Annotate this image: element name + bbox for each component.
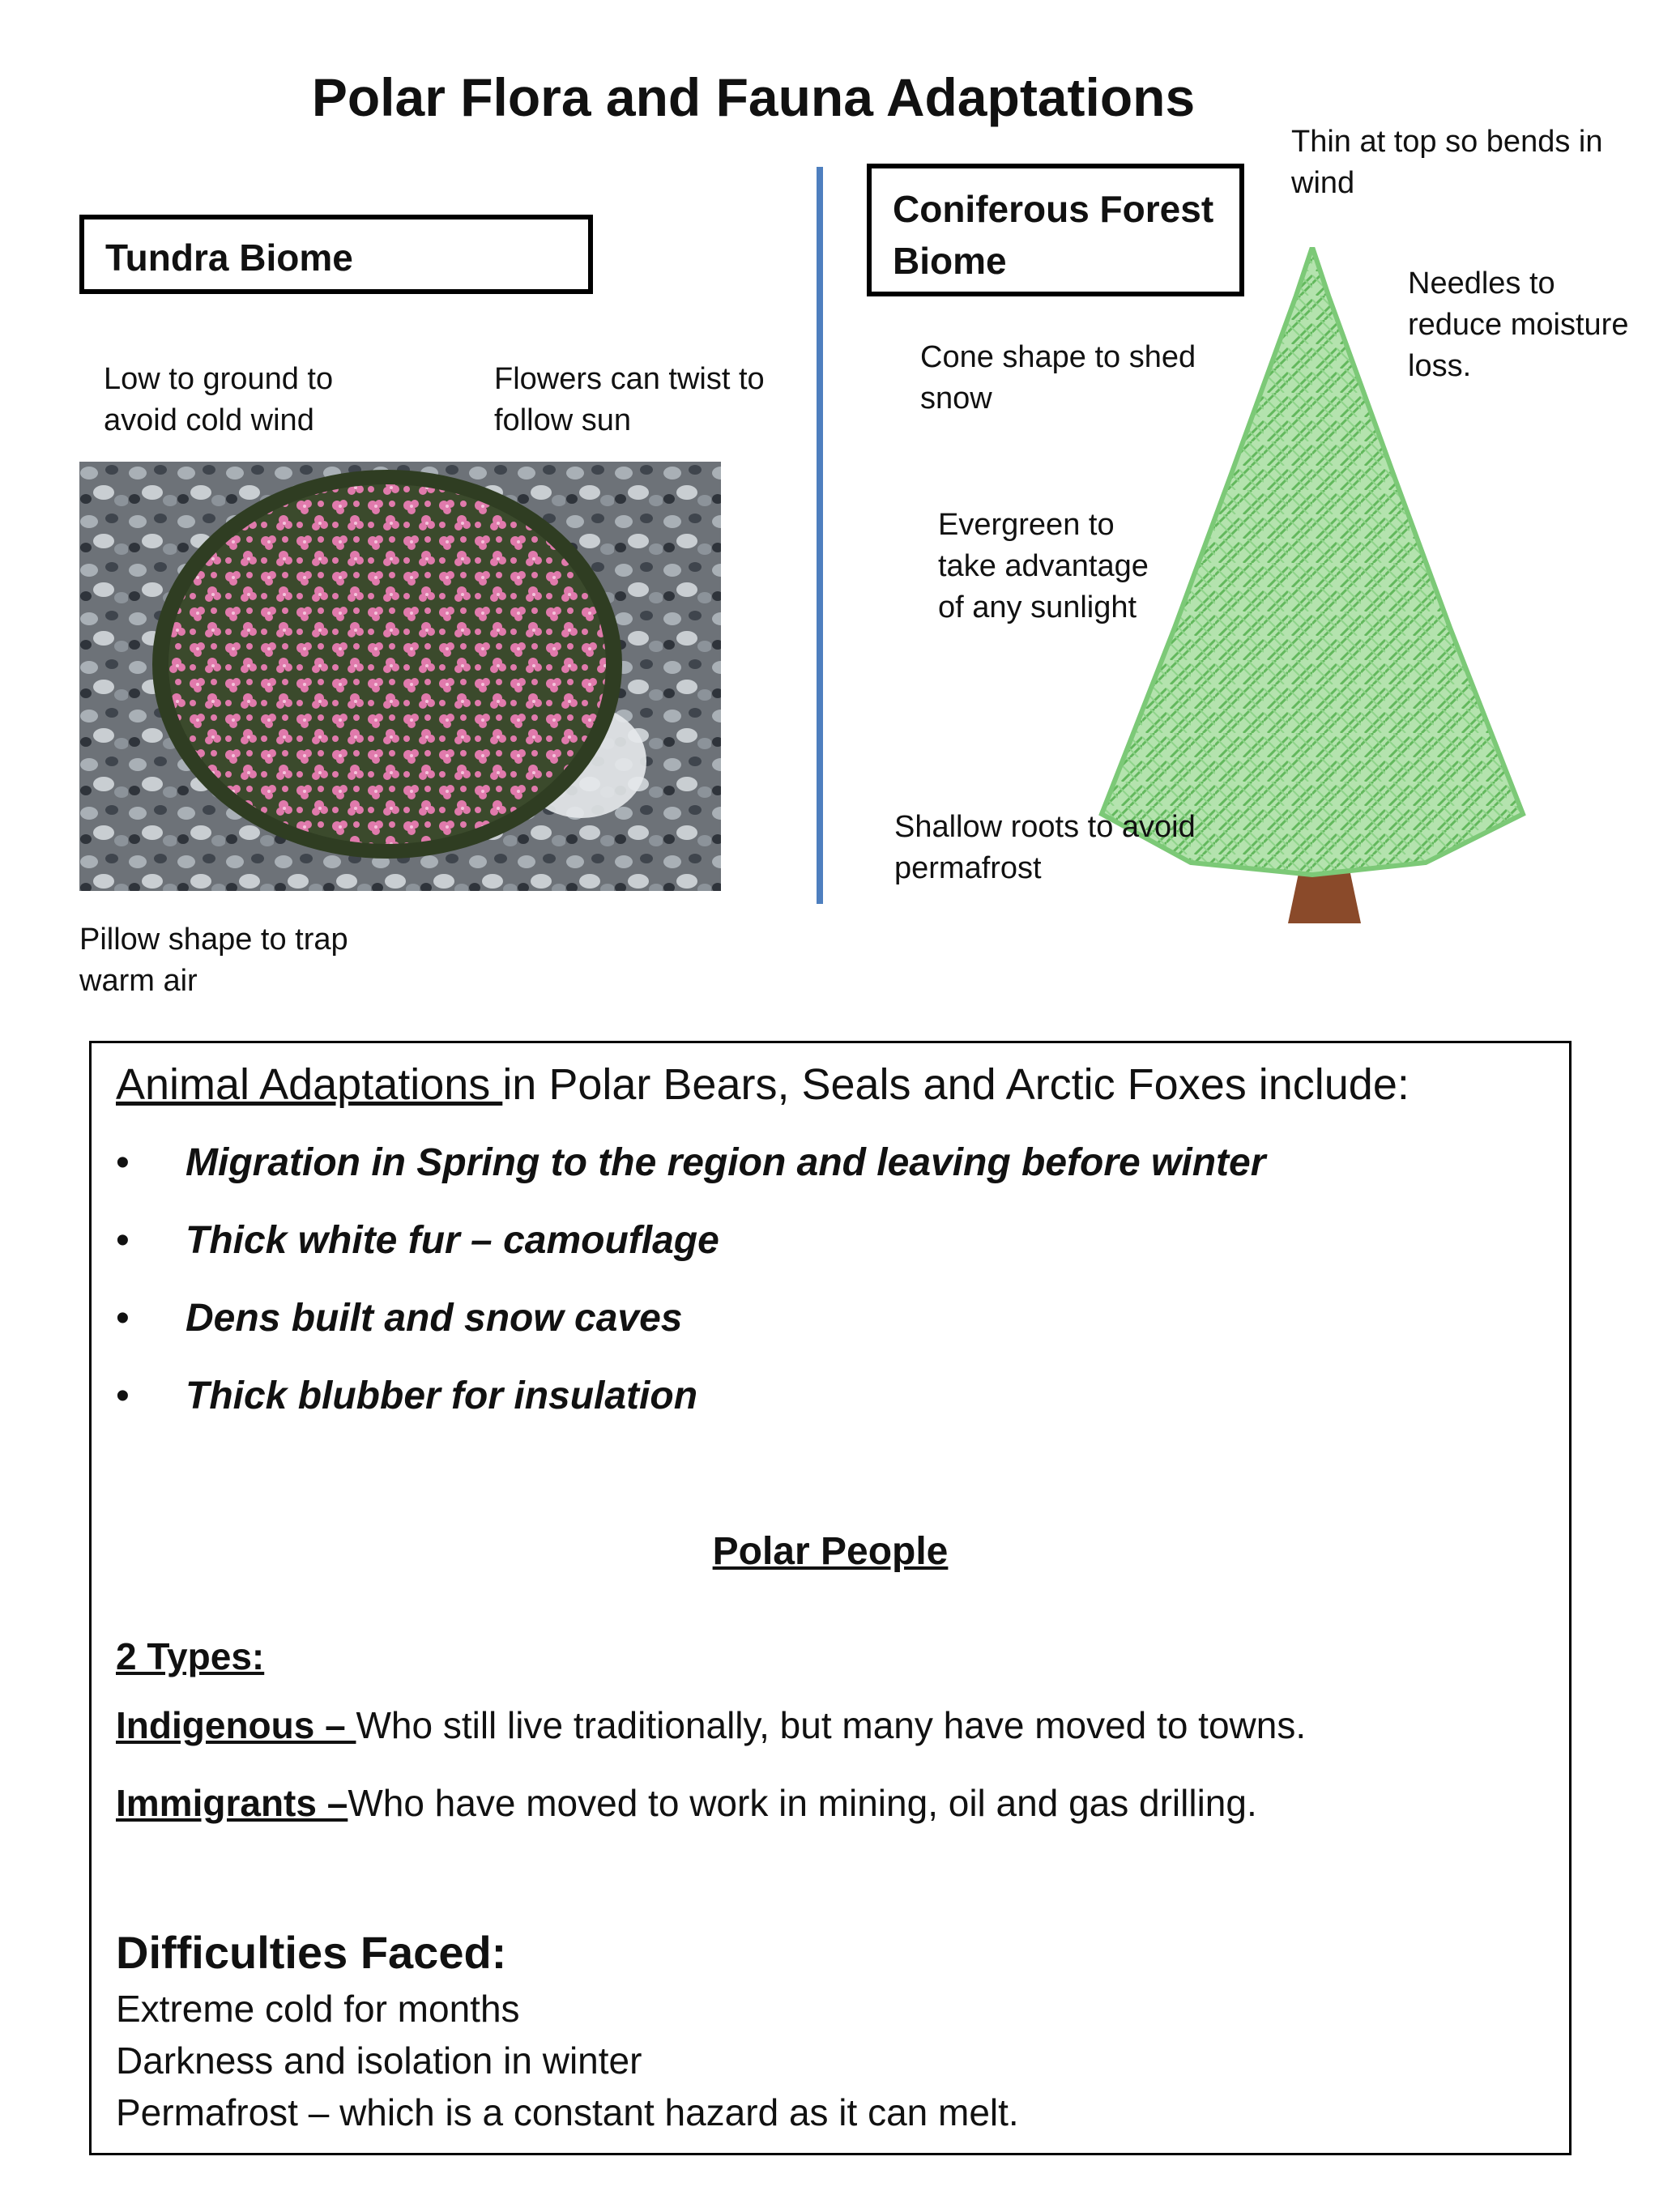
note-line: Cone shape to shed [920, 340, 1196, 374]
note-line: avoid cold wind [104, 403, 314, 437]
indigenous-label: Indigenous – [116, 1704, 356, 1746]
note-thin-at-top [1291, 121, 1602, 204]
section-divider [817, 167, 823, 904]
note-line: loss. [1408, 349, 1472, 383]
note-line: Pillow shape to trap [79, 923, 348, 957]
adaptations-panel [89, 1041, 1572, 2155]
difficulty-line: Darkness and isolation in winter [116, 2039, 642, 2082]
difficulties-heading: Difficulties Faced: [116, 1927, 507, 1978]
page-title: Polar Flora and Fauna Adaptations [311, 67, 1196, 127]
types-heading: 2 Types: [116, 1635, 265, 1677]
heading-underlined: Animal Adaptations [116, 1060, 503, 1109]
polar-people-heading: Polar People [712, 1530, 949, 1573]
heading-rest: in Polar Bears, Seals and Arctic Foxes include: [502, 1060, 1410, 1109]
list-item: • Thick white fur – camouflage [116, 1202, 1265, 1280]
note-line: snow [920, 381, 992, 416]
note-line: warm air [79, 964, 198, 998]
difficulty-line: Permafrost – which is a constant hazard as it can melt. [116, 2091, 1019, 2133]
note-line: Thin at top so bends in [1291, 125, 1603, 159]
note-cone-shape [920, 337, 1196, 420]
animal-adaptations-heading [116, 1059, 1410, 1110]
note-flowers-twist [494, 359, 765, 441]
note-low-to-ground [104, 359, 333, 441]
note-line: of any sunlight [938, 590, 1137, 624]
note-line: reduce moisture [1408, 308, 1629, 342]
animal-adaptation-list [116, 1124, 1265, 1435]
note-line: take advantage [938, 549, 1149, 583]
note-line: Shallow roots to avoid [894, 810, 1196, 844]
note-line: follow sun [494, 403, 631, 437]
list-item: • Thick blubber for insulation [116, 1357, 1265, 1435]
list-item: • Migration in Spring to the region and leaving before winter [116, 1124, 1265, 1202]
note-line: wind [1291, 166, 1355, 200]
indigenous-line [116, 1703, 1306, 1747]
label-line: Coniferous Forest [893, 188, 1214, 230]
note-line: permafrost [894, 851, 1042, 885]
immigrants-text: Who have moved to work in mining, oil and gas drilling. [348, 1782, 1257, 1824]
note-line: Evergreen to [938, 508, 1115, 542]
tundra-cushion-plant-image [79, 462, 721, 891]
indigenous-text: Who still live traditionally, but many have moved to towns. [356, 1704, 1307, 1746]
note-line: Low to ground to [104, 362, 334, 396]
note-line: Flowers can twist to [494, 362, 765, 396]
note-needles [1408, 263, 1628, 387]
list-item: • Dens built and snow caves [116, 1280, 1265, 1357]
tundra-biome-label: Tundra Biome [79, 215, 593, 294]
note-pillow-shape [79, 919, 348, 1002]
note-shallow-roots [894, 807, 1196, 889]
immigrants-label: Immigrants – [116, 1782, 348, 1824]
difficulty-line: Extreme cold for months [116, 1988, 520, 2030]
note-evergreen [938, 505, 1149, 629]
immigrants-line [116, 1781, 1257, 1825]
label-line: Biome [893, 240, 1007, 282]
note-line: Needles to [1408, 266, 1555, 300]
